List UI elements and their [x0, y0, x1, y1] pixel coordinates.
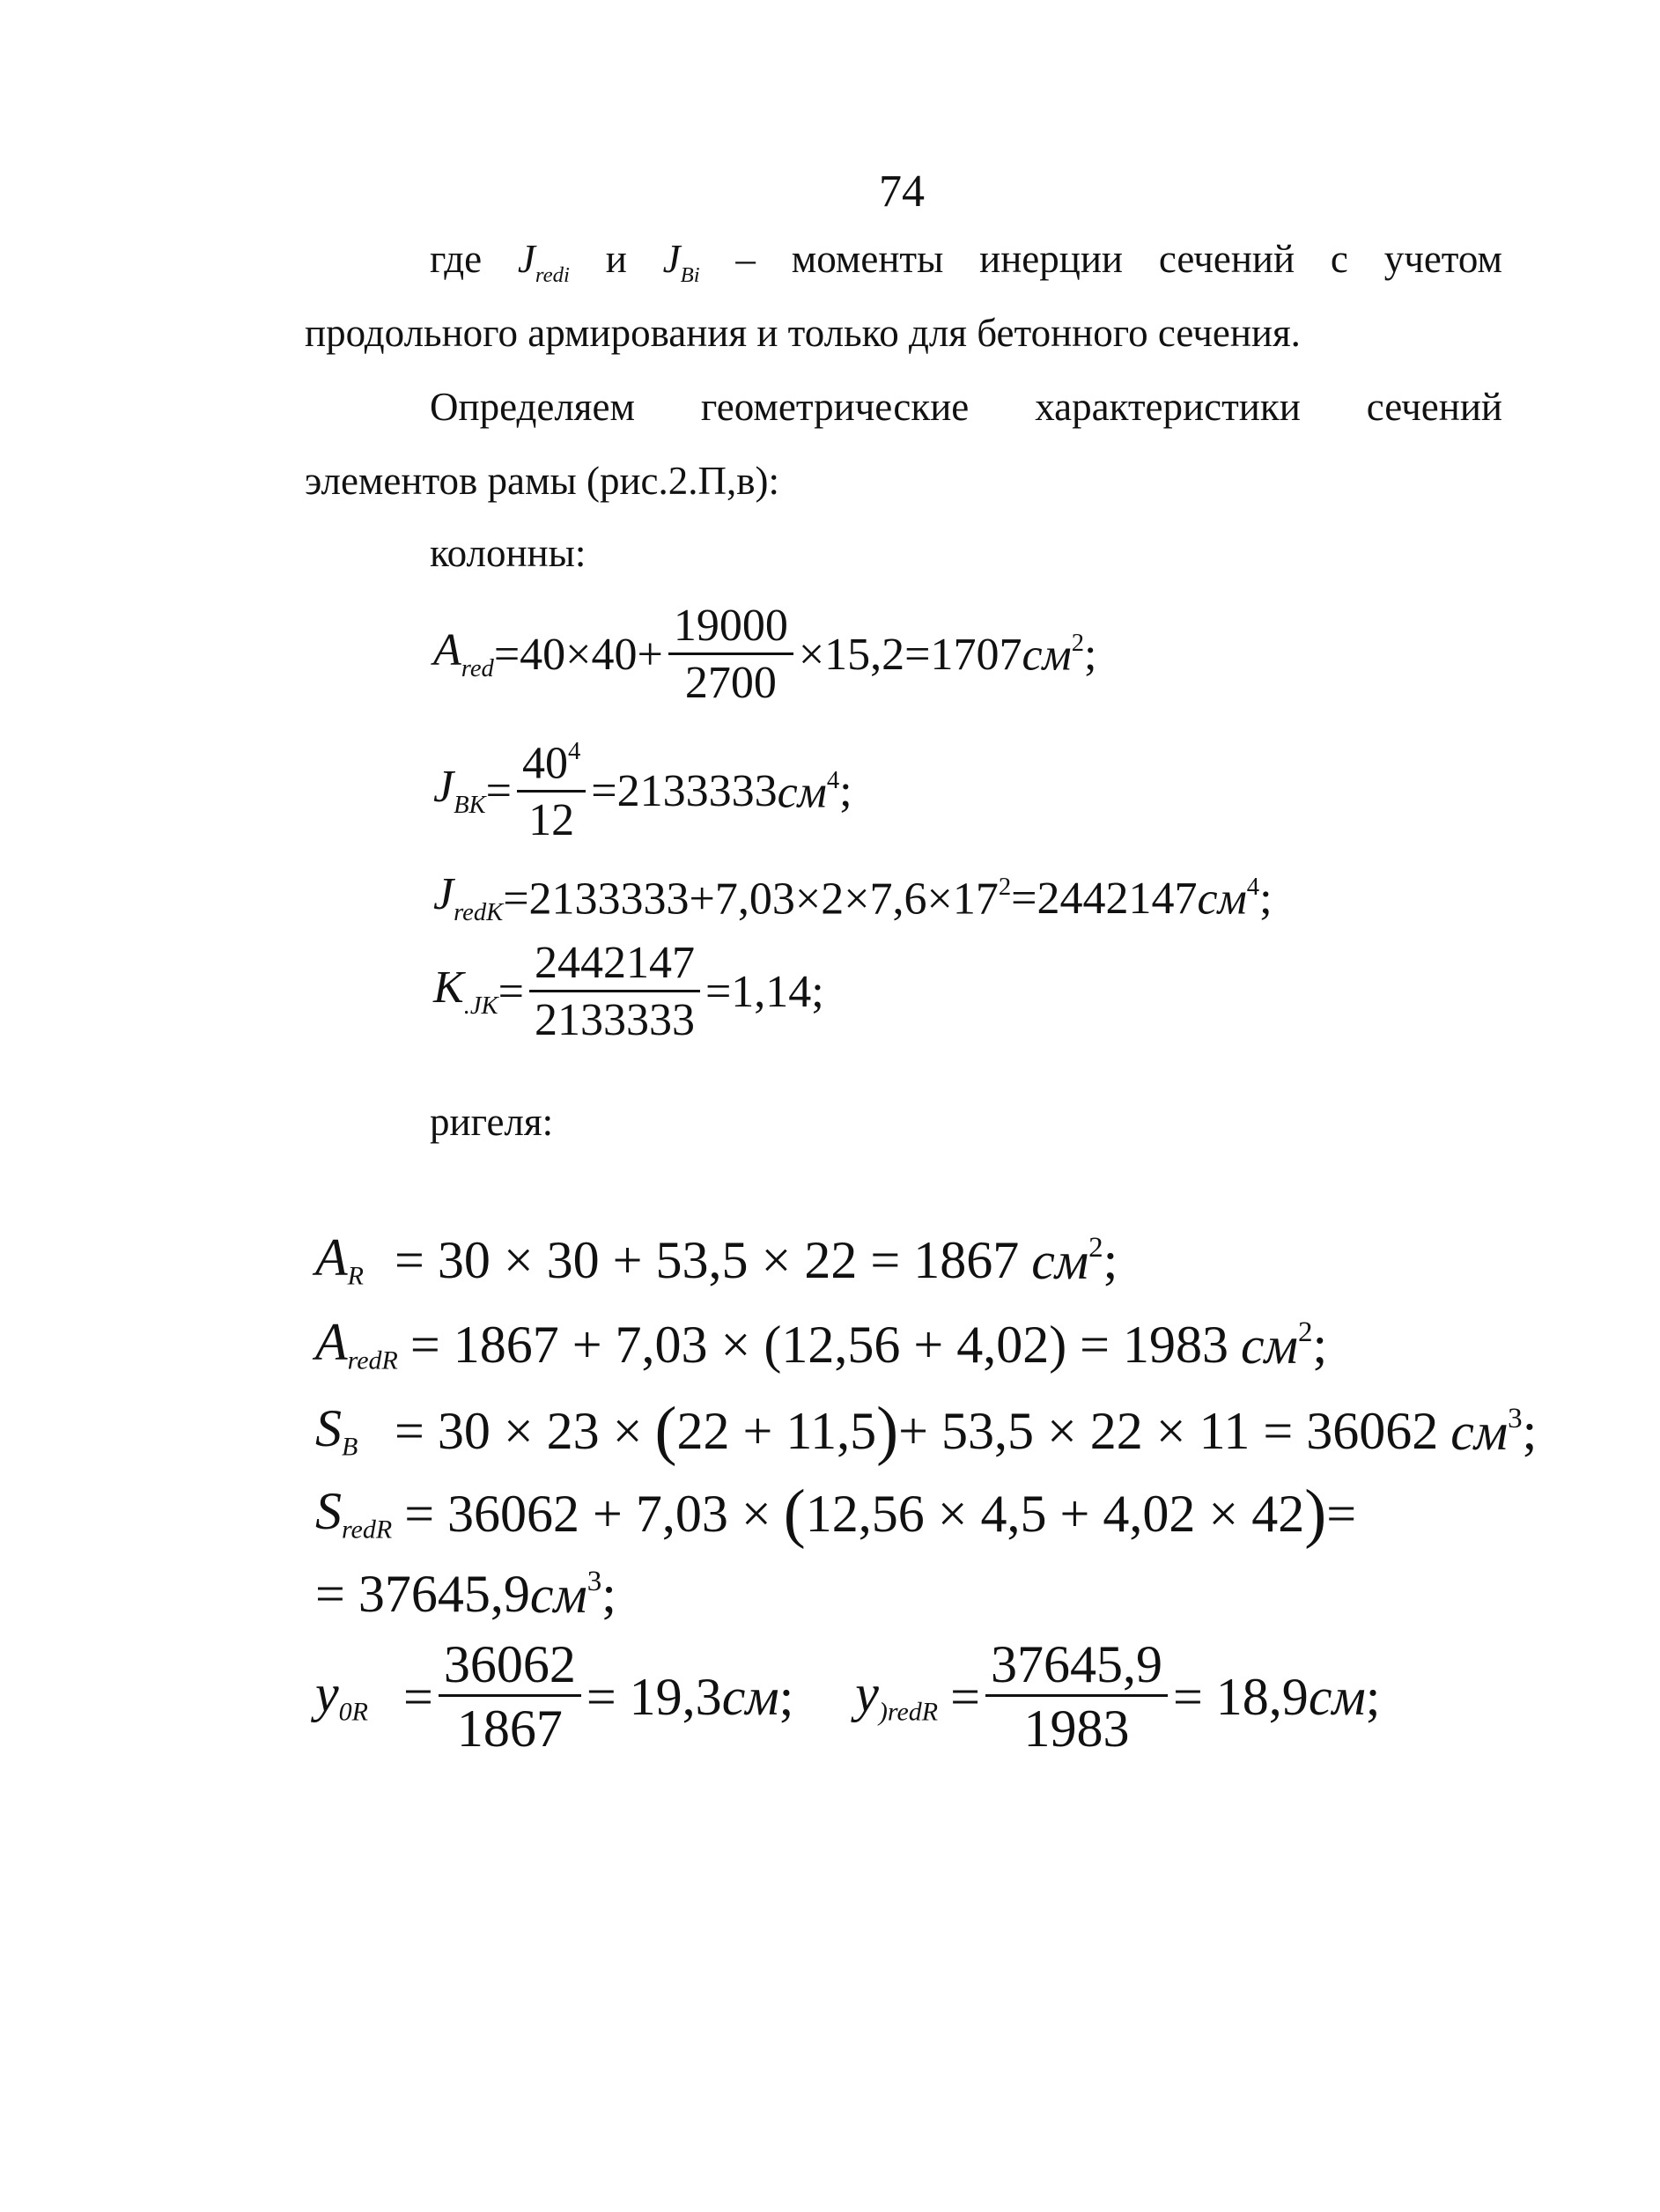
eq-term: ×15,2=1707	[798, 629, 1022, 680]
equation-s-b	[315, 1394, 1538, 1468]
eq-lhs: AR	[315, 1228, 364, 1291]
equation-k-jk	[433, 940, 824, 1043]
equation-s-redr-continued	[315, 1565, 616, 1624]
eq-term: = 36062 + 7,03 ×	[404, 1485, 771, 1544]
equation-j-redk	[433, 869, 1273, 926]
equation-a-redr	[315, 1313, 1328, 1375]
eq-term: = 19,3	[586, 1667, 722, 1726]
unit: $см^4$	[777, 766, 840, 817]
fraction: $\frac{40^4}{12}$	[517, 740, 586, 844]
eq-term: = 1867 + 7,03 × (12,56 + 4,02) = 1983	[409, 1316, 1229, 1375]
eq-term: + 53,5 × 22 × 11 = 36062	[898, 1402, 1439, 1461]
eq-lhs: y)redR	[855, 1664, 939, 1727]
equation-j-bk	[433, 740, 852, 844]
columns-label: колонны:	[430, 531, 587, 575]
eq-term: =	[485, 766, 512, 817]
symbol-j-redi: $J_{redi}$	[517, 237, 570, 288]
unit: $см^3$	[1450, 1402, 1523, 1461]
eq-end: ;	[839, 766, 852, 817]
equation-s-redr	[315, 1477, 1357, 1551]
eq-end: ;	[601, 1565, 616, 1624]
eq-term: $=2133333+7,03\times 2\times 7,6\times 17^2$	[503, 874, 1012, 925]
eq-term: = 37645,9	[315, 1565, 530, 1624]
eq-term: 22 + 11,5	[676, 1402, 877, 1461]
eq-end: ;	[1312, 1316, 1328, 1375]
eq-lhs: $J_{redK}$	[433, 869, 504, 926]
unit: см	[1308, 1667, 1366, 1726]
eq-end: ;	[1365, 1667, 1381, 1726]
unit: $см^4$	[1197, 874, 1260, 925]
fraction: $\frac{37645,9}{1983}$	[985, 1638, 1168, 1755]
eq-end: ;	[1522, 1402, 1538, 1461]
eq-term: =40×40+	[493, 629, 663, 680]
eq-end: ;	[1103, 1231, 1118, 1290]
eq-term: =2133333	[591, 766, 778, 817]
unit: $см^2$	[1031, 1231, 1103, 1290]
girders-label: ригеля:	[430, 1100, 554, 1144]
eq-term: =	[498, 966, 524, 1017]
paren: )	[1304, 1477, 1327, 1551]
paren: (	[783, 1477, 806, 1551]
word-where: где	[430, 237, 483, 281]
unit: $см^2$	[1022, 629, 1085, 681]
eq-lhs: y0R	[315, 1664, 368, 1727]
eq-lhs: $J_{BK}$	[433, 762, 486, 820]
eq-end: ;	[1259, 873, 1273, 924]
unit: см	[721, 1667, 779, 1726]
paren: )	[876, 1394, 899, 1468]
eq-lhs: SredR	[315, 1482, 393, 1545]
eq-end: ;	[1084, 629, 1097, 680]
eq-term: = 30 × 23 ×	[395, 1402, 643, 1461]
equation-a-red	[433, 603, 1096, 706]
eq-lhs: AredR	[315, 1313, 398, 1375]
eq-term: =	[950, 1667, 980, 1726]
eq-lhs: SB	[315, 1399, 358, 1462]
symbol-j-bi: $J_{Bi}$	[662, 237, 700, 288]
eq-end: ;	[778, 1667, 794, 1726]
eq-term: =	[403, 1667, 433, 1726]
fraction: $\frac{2442147}{2133333}$	[529, 940, 700, 1043]
paragraph-1-line-1	[430, 237, 1502, 288]
eq-term: = 30 × 30 + 53,5 × 22 = 1867	[395, 1231, 1020, 1290]
eq-end: =	[1326, 1485, 1357, 1544]
eq-term: =2442147	[1011, 873, 1198, 924]
unit: $см^2$	[1241, 1316, 1313, 1375]
paragraph-1-tail: – моменты инерции сечений с учетом	[735, 237, 1502, 281]
eq-lhs: $A_{red}$	[433, 624, 494, 682]
fraction: $\frac{19000}{2700}$	[668, 603, 793, 706]
eq-term: = 18,9	[1172, 1667, 1309, 1726]
eq-term: 12,56 × 4,5 + 4,02 × 42	[805, 1485, 1305, 1544]
page-number: 74	[879, 166, 925, 217]
eq-term: =1,14;	[705, 966, 824, 1017]
word-and: и	[605, 237, 627, 281]
paragraph-1-line-2: продольного армирования и только для бетонного сечения.	[305, 311, 1301, 355]
equation-y-centroids	[315, 1635, 1381, 1758]
paragraph-2-line-1: Определяем геометрические характеристики сечений	[430, 385, 1502, 429]
paren: (	[654, 1394, 677, 1468]
eq-lhs: $K_{.JK}$	[433, 962, 498, 1020]
unit: $см^3$	[529, 1565, 602, 1624]
fraction: $\frac{36062}{1867}$	[439, 1638, 581, 1755]
paragraph-2-line-2: элементов рамы (рис.2.П,в):	[305, 459, 779, 503]
equation-a-r	[315, 1228, 1118, 1291]
